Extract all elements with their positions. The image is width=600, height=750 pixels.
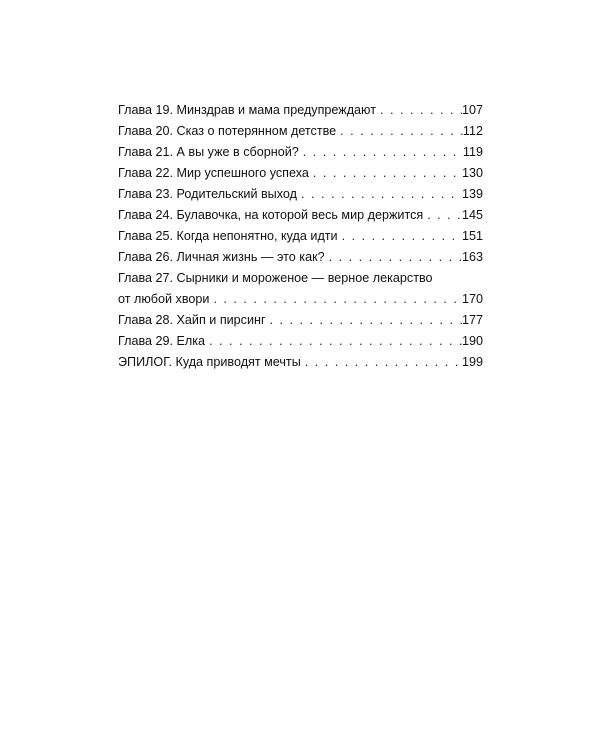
toc-leader-dots: [309, 163, 462, 184]
toc-entry-page: 170: [461, 292, 483, 306]
toc-entry-page: 139: [461, 187, 483, 201]
toc-entry-title: Глава 21. А вы уже в сборной?: [118, 145, 299, 159]
toc-leader-dots: [376, 100, 462, 121]
toc-entry-title: Глава 23. Родительский выход: [118, 187, 297, 201]
toc-leader-dots: [338, 226, 462, 247]
toc-entry-page: 107: [461, 103, 483, 117]
toc-entry-epilogue: [118, 352, 483, 373]
toc-entry-title: Глава 20. Сказ о потерянном детстве: [118, 124, 337, 138]
toc-entry-page: 112: [462, 124, 483, 138]
toc-entry-page: 177: [461, 313, 483, 327]
toc-entry-title: Глава 24. Булавочка, на которой весь мир держится: [118, 208, 424, 222]
toc-entry-title: Глава 29. Елка: [118, 334, 206, 348]
toc-leader-dots: [297, 184, 462, 205]
toc-entry-chapter-25: [118, 226, 483, 247]
toc-leader-dots: [325, 247, 462, 268]
toc-entry-page: 130: [461, 166, 483, 180]
toc-entry-chapter-24: [118, 205, 483, 226]
toc-leader-dots: [423, 205, 462, 226]
toc-entry-title: Глава 28. Хайп и пирсинг: [118, 313, 266, 327]
toc-leader-dots: [205, 331, 462, 352]
toc-leader-dots: [336, 121, 463, 142]
toc-entry-chapter-21: [118, 142, 483, 163]
toc-entry-chapter-28: [118, 310, 483, 331]
toc-entry-chapter-26: [118, 247, 483, 268]
toc-entry-title: Глава 25. Когда непонятно, куда идти: [118, 229, 338, 243]
toc-entry-page: 190: [461, 334, 483, 348]
toc-entry-chapter-22: [118, 163, 483, 184]
toc-entry-title-continuation: от любой хвори: [118, 292, 210, 306]
toc-entry-page: 151: [461, 229, 483, 243]
toc-entry-chapter-19: [118, 100, 483, 121]
toc-leader-dots: [301, 352, 462, 373]
toc-entry-title: ЭПИЛОГ. Куда приводят мечты: [118, 355, 301, 369]
toc-entry-title: Глава 27. Сырники и мороженое — верное лекарство: [118, 271, 433, 285]
toc-entry-chapter-27-line-1: [118, 268, 483, 289]
toc-entry-chapter-20: [118, 121, 483, 142]
toc-entry-page: 145: [461, 208, 483, 222]
toc-entry-chapter-29: [118, 331, 483, 352]
toc-entry-title: Глава 19. Минздрав и мама предупреждают: [118, 103, 376, 117]
toc-leader-dots: [266, 310, 462, 331]
toc-leader-dots: [299, 142, 463, 163]
toc-entry-page: 119: [462, 145, 483, 159]
toc-entry-title: Глава 26. Личная жизнь — это как?: [118, 250, 325, 264]
toc-entry-chapter-23: [118, 184, 483, 205]
toc-entry-chapter-27-line-2: [118, 289, 483, 310]
table-of-contents: [118, 100, 483, 373]
toc-entry-page: 199: [461, 355, 483, 369]
toc-leader-dots: [209, 289, 462, 310]
toc-entry-page: 163: [461, 250, 483, 264]
toc-entry-title: Глава 22. Мир успешного успеха: [118, 166, 309, 180]
